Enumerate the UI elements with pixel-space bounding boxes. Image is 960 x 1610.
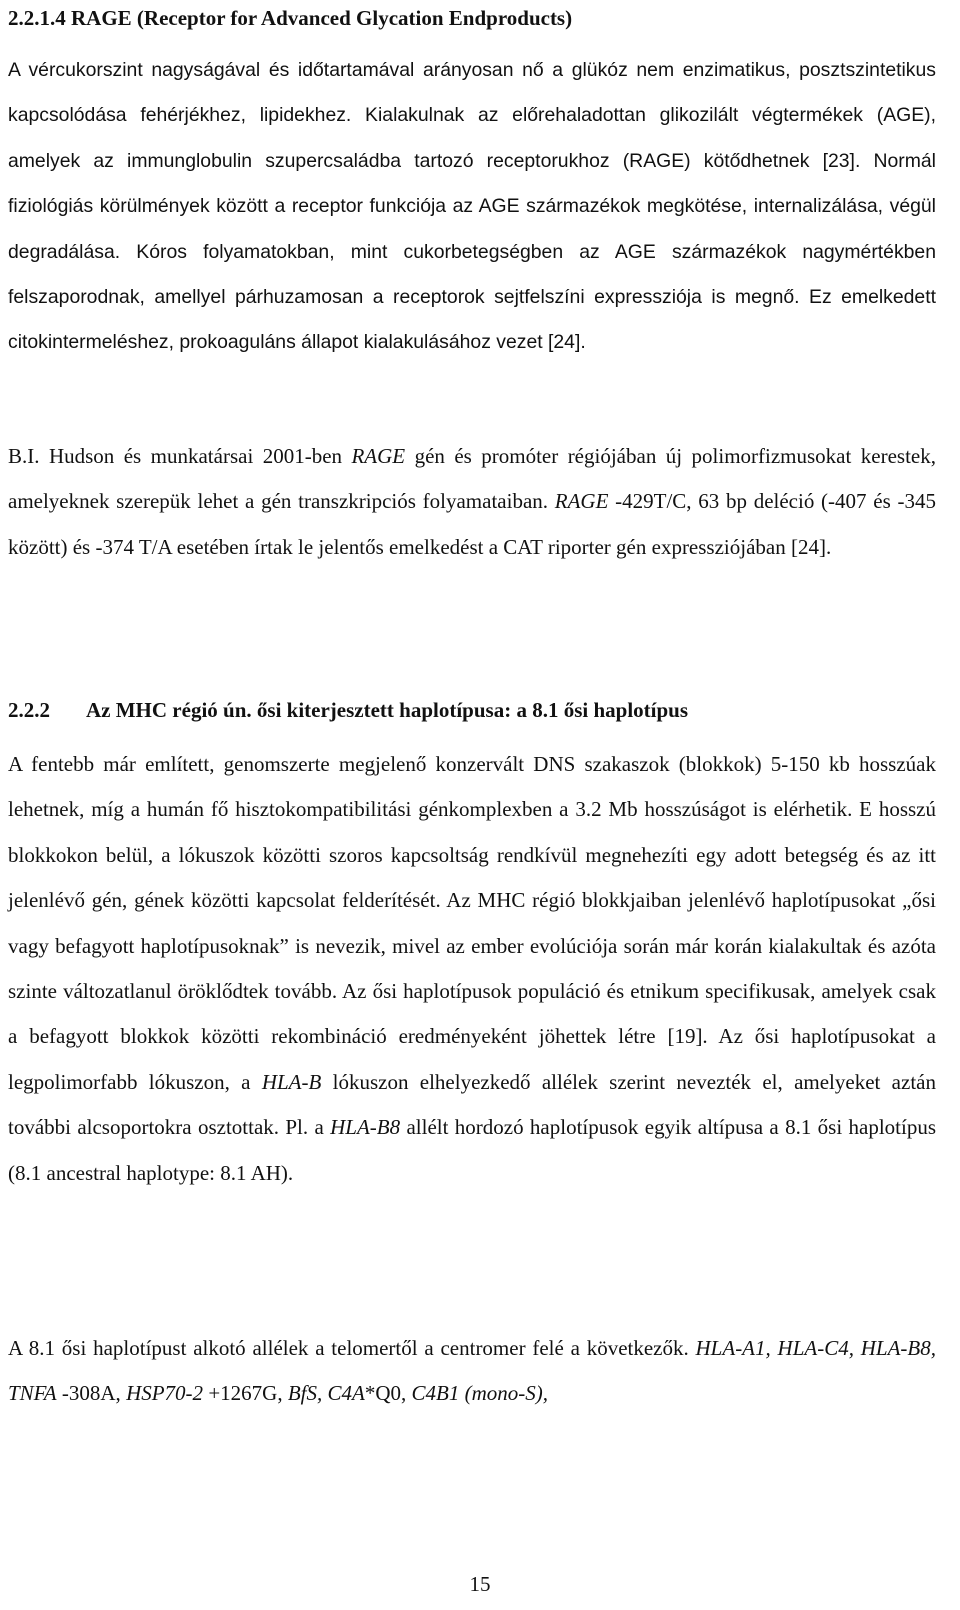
text-run: -429T/C, 63 bp deléció (-407 és -345 között) és -374 T/A esetében írtak le jelentős emelkedést a CAT riporter gén expressziójában [24]. — [8, 489, 936, 559]
text-run: B.I. Hudson és munkatársai 2001-ben — [8, 444, 352, 468]
text-run: +1267G, — [203, 1381, 288, 1406]
gene-name: HLA-B — [261, 1069, 322, 1094]
text-run: allélt hordozó haplotípusok egyik altípusa a 8.1 ősi haplotípus (8.1 ancestral haplotype: 8.1 AH). — [8, 1115, 936, 1185]
gene-name: HSP70-2 — [126, 1381, 204, 1406]
subsection-heading — [8, 696, 688, 724]
subsection-title: Az MHC régió ún. ősi kiterjesztett haplotípusa: a 8.1 ősi haplotípus — [86, 698, 689, 722]
text-run: lókuszon elhelyezkedő allélek szerint nevezték el, amelyeket aztán további alcsoportokra osztottak. Pl. a — [8, 1069, 936, 1140]
gene-name: RAGE — [351, 444, 406, 468]
paragraph-rage-2 — [8, 434, 936, 570]
page-number: 15 — [469, 1572, 491, 1596]
gene-name: BfS, C4A — [287, 1381, 365, 1406]
text-run: A fentebb már említett, genomszerte megjelenő konzervált DNS szakaszok (blokkok) 5-150 kb hosszúak lehetnek, míg a humán fő hisztokompatibilitási génkomplexben a 3.2 Mb hosszúságot is elérhetik. E hosszú blokkokon belül, a lókuszok közötti szoros kapcsoltság rendkívül megnehezíti egy adott betegség és az itt jelenlévő gén, gének közötti kapcsolat felderítését. Az MHC régió blokkjaiban jelenlévő haplotípusokat „ősi vagy befagyott haplotípusoknak” is nevezik, mivel az ember evolúciója során már korán kialakultak és azóta szinte változatlanul öröklődtek tovább. Az ősi haplotípusok populáció és etnikum specifikusak, amelyek csak a befagyott blokkok közötti rekombináció eredményeként jöhettek létre [19]. Az ősi haplotípusokat a legpolimorfabb lókuszon, a — [8, 752, 936, 1094]
text-run: gén és promóter régiójában új polimorfizmusokat kerestek, amelyeknek szerepük lehet a gén transzkripciós folyamataiban. — [8, 444, 936, 514]
gene-name: HLA-A1, HLA-C4, HLA-B8, TNFA — [8, 1336, 936, 1406]
section-heading: 2.2.1.4 RAGE (Receptor for Advanced Glycation Endproducts) — [8, 6, 573, 30]
paragraph-mhc-2 — [8, 1326, 936, 1417]
text-run: -308A, — [56, 1381, 127, 1406]
text-run: A 8.1 ősi haplotípust alkotó allélek a telomertől a centromer felé a következők. — [8, 1336, 696, 1360]
gene-name: RAGE — [554, 489, 609, 514]
paragraph-mhc-1 — [8, 742, 936, 1196]
gene-name: C4B1 (mono-S), — [411, 1381, 548, 1406]
paragraph-rage-1: A vércukorszint nagyságával és időtartamával arányosan nő a glükóz nem enzimatikus, posztszintetikus kapcsolódása fehérjékhez, lipidekhez. Kialakulnak az előrehaladottan glikozilált végtermékek (AGE), amelyek az immunglobulin szupercsaládba tartozó receptorukhoz (RAGE) kötődhetnek [23]. Normál fiziológiás körülmények között a receptor funkciója az AGE származékok megkötése, internalizálása, végül degradálása. Kóros folyamatokban, mint cukorbetegségben az AGE származékok nagymértékben felszaporodnak, amellyel párhuzamosan a receptorok sejtfelszíni expressziója is megnő. Ez emelkedett citokintermeléshez, prokoaguláns állapot kialakulásához vezet [24]. — [8, 59, 936, 354]
text-run: *Q0, — [364, 1381, 412, 1406]
gene-name: HLA-B8 — [330, 1115, 401, 1140]
subsection-number: 2.2.2 — [8, 698, 50, 722]
